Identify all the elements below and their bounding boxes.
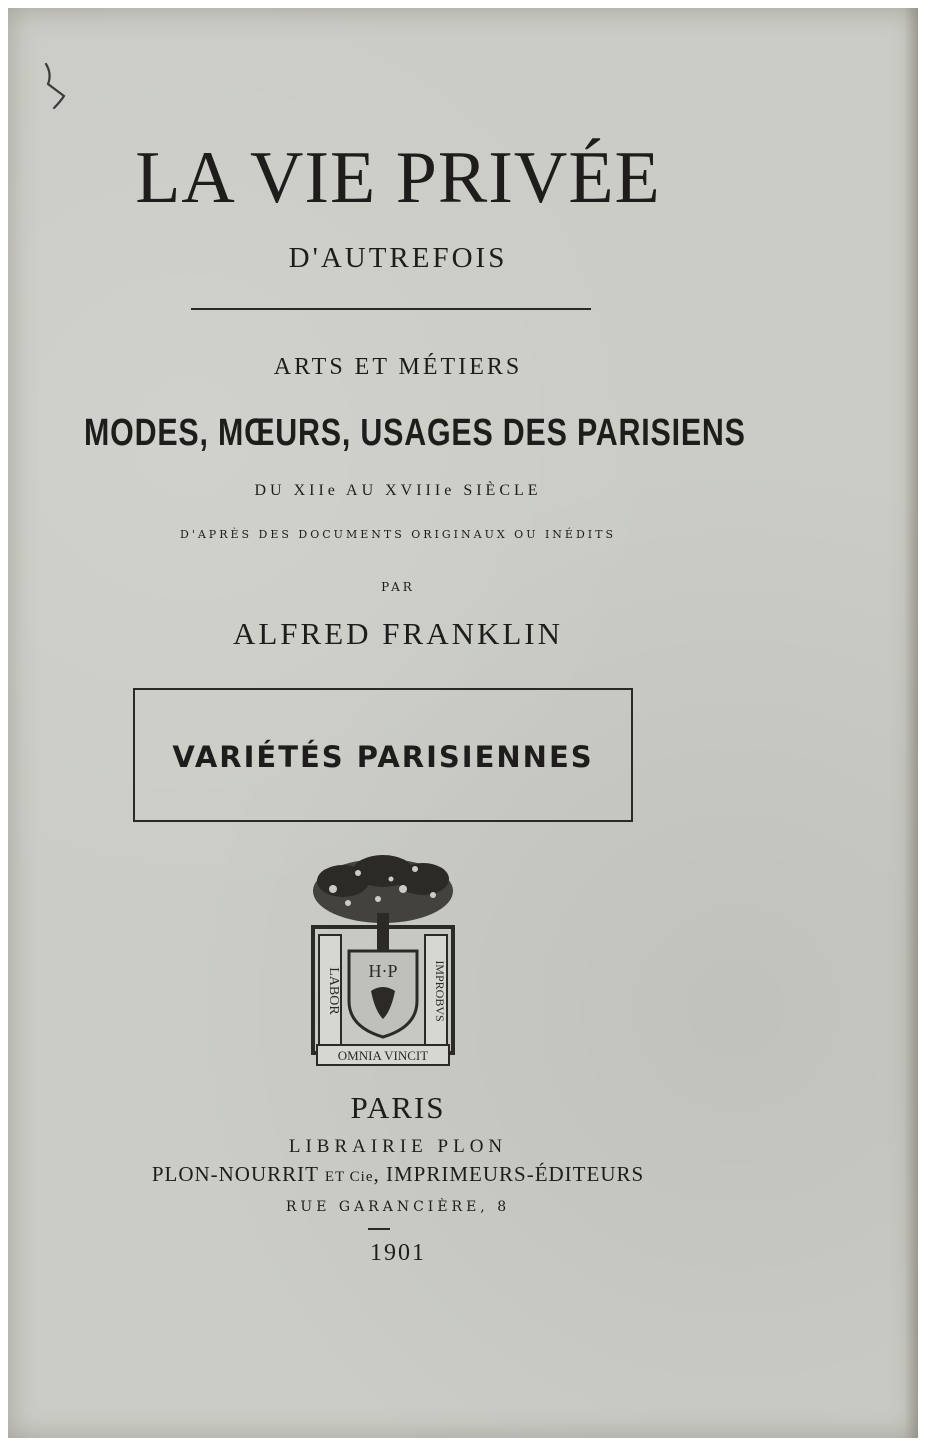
printer-mark-icon <box>303 851 463 1071</box>
publisher-address: RUE GARANCIÈRE, 8 <box>285 1199 511 1215</box>
motto-left: LABOR <box>326 967 341 1015</box>
motto-right: IMPROBVS <box>433 960 447 1022</box>
series-title: VARIÉTÉS PARISIENNES <box>172 740 594 774</box>
period: DU XIIe AU XVIIIe SIÈCLE <box>254 482 542 499</box>
sources-note: D'APRÈS DES DOCUMENTS ORIGINAUX OU INÉDITS <box>180 528 616 541</box>
motto-bottom: OMNIA VINCIT <box>337 1048 429 1063</box>
book-subtitle: D'AUTREFOIS <box>288 242 508 274</box>
publisher-imprint <box>8 1162 788 1187</box>
imprint-company: ET Cie <box>324 1169 374 1185</box>
publication-year: 1901 <box>370 1240 426 1266</box>
publisher-name: LIBRAIRIE PLON <box>288 1136 508 1157</box>
series-box <box>133 688 633 822</box>
book-cover <box>8 8 918 1438</box>
monogram: H·P <box>368 961 398 981</box>
book-title: LA VIE PRIVÉE <box>135 137 661 219</box>
imprint-name: PLON-NOURRIT <box>151 1162 325 1186</box>
year-dash <box>368 1228 390 1230</box>
divider-rule <box>191 308 591 310</box>
imprint-role: , IMPRIMEURS-ÉDITEURS <box>373 1162 645 1186</box>
subject-modes: MODES, MŒURS, USAGES DES PARISIENS <box>84 412 746 454</box>
subject-arts: ARTS ET MÉTIERS <box>273 354 523 380</box>
cover-edge-shadow <box>904 8 918 1438</box>
pencil-mark-icon <box>38 60 76 112</box>
author-name: ALFRED FRANKLIN <box>232 616 564 651</box>
by-label: PAR <box>381 580 415 594</box>
place-of-publication: PARIS <box>350 1090 446 1125</box>
